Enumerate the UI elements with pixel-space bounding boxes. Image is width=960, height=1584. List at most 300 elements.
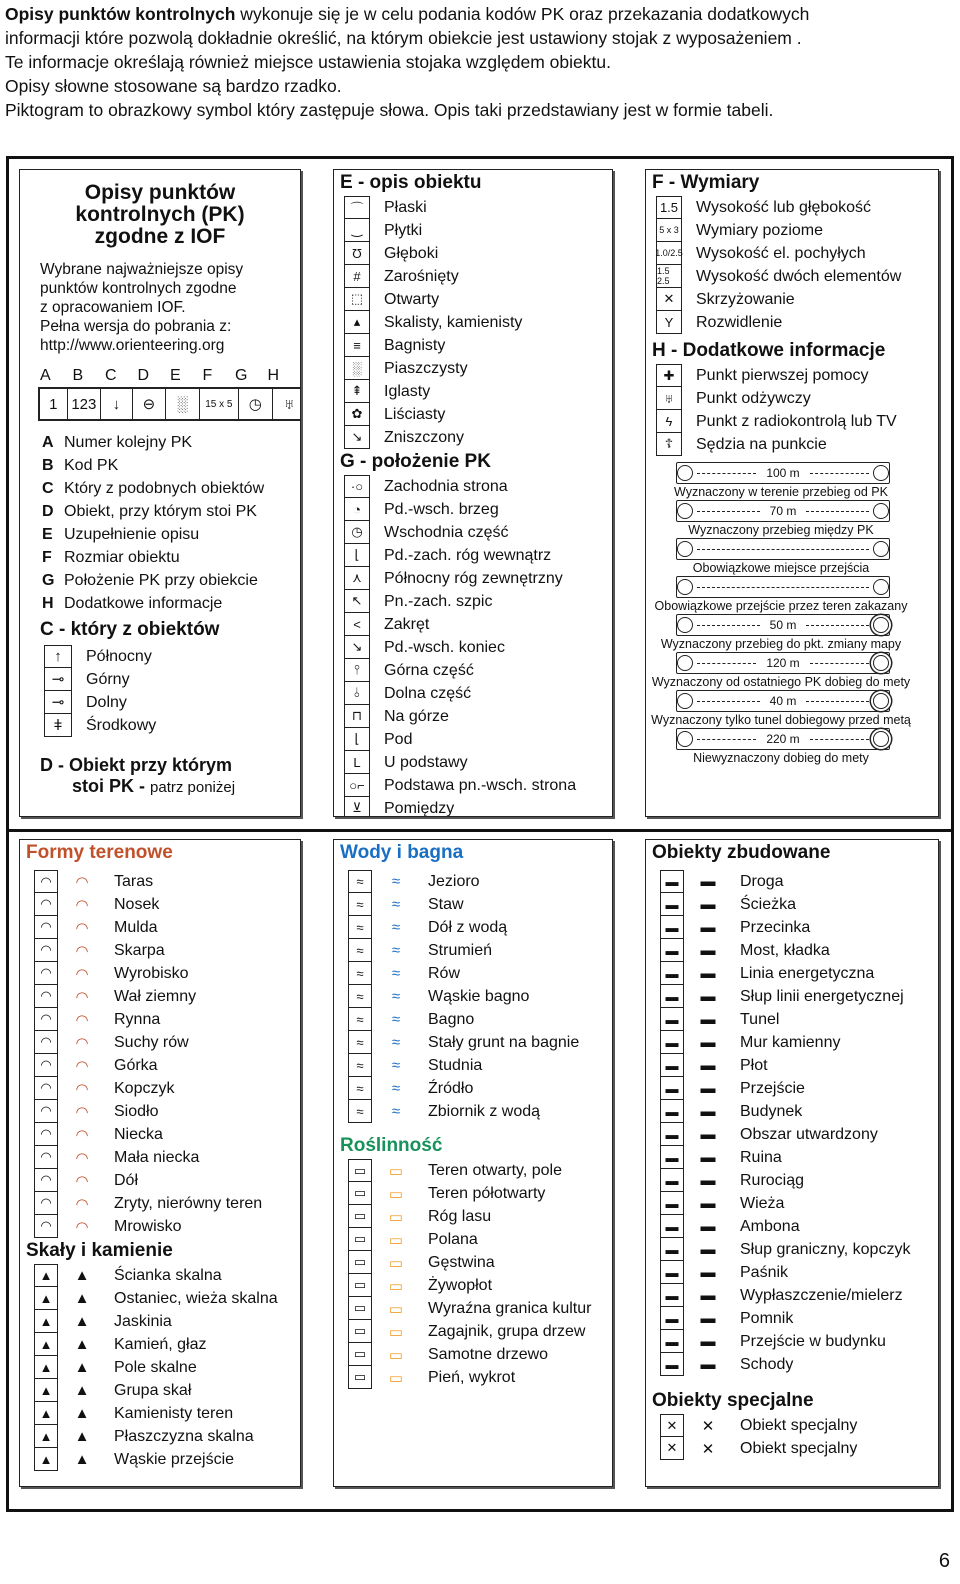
map-symbol-icon: ▲ [74, 1313, 90, 1330]
symbol-icon: ▬ [660, 939, 684, 962]
legend-row [20, 1402, 300, 1425]
f-title: F - Wymiary [652, 172, 760, 193]
symbol-icon: ▭ [348, 1274, 372, 1297]
route-item [676, 538, 890, 576]
desc-row [334, 219, 612, 242]
map-symbol-icon: ▲ [74, 1382, 90, 1399]
symbol-icon: ▲ [34, 1425, 58, 1448]
desc-row [334, 797, 612, 817]
desc-row [334, 659, 612, 682]
legend-label: Przecinka [740, 918, 811, 936]
route-item [654, 576, 908, 614]
desc-row [334, 728, 612, 751]
legend-label: Niecka [114, 1125, 163, 1143]
legend-label: Studnia [428, 1056, 483, 1074]
route-caption: Wyznaczony przebieg między PK [688, 523, 874, 537]
legend-label: Ambona [740, 1217, 800, 1235]
map-symbol-icon: ◠ [75, 1172, 89, 1190]
map-symbol-icon: ▬ [700, 965, 716, 982]
legend-row [20, 1123, 300, 1146]
column-legend [20, 431, 300, 615]
c-label: Dolny [86, 693, 127, 711]
example-cell: ◷ [239, 389, 273, 419]
legend-row [20, 893, 300, 916]
desc-row [646, 242, 938, 265]
symbol-icon: ✚ [656, 364, 682, 387]
symbol-icon: ▭ [348, 1205, 372, 1228]
panel-wody [333, 839, 613, 1487]
legend-label: Kamień, głaz [114, 1335, 207, 1353]
desc-row [334, 613, 612, 636]
legend-label: Ścianka skalna [114, 1266, 222, 1284]
symbol-icon: ▬ [660, 1192, 684, 1215]
desc-row [646, 196, 938, 219]
end-circle-icon [873, 731, 889, 747]
symbol-icon: ≈ [348, 1054, 372, 1077]
start-circle-icon [677, 465, 693, 481]
route-line [697, 701, 760, 702]
map-symbol-icon: ◠ [75, 1057, 89, 1075]
d-title-2: stoi PK - [72, 776, 151, 796]
desc-row [334, 590, 612, 613]
legend-row [20, 1215, 300, 1238]
symbol-icon: ▬ [660, 1031, 684, 1054]
desc-line: Pełna wersja do pobrania z: [40, 318, 232, 335]
symbol-icon: ▬ [660, 985, 684, 1008]
symbol-icon: ✕ [660, 1414, 684, 1437]
symbol-icon: ≈ [348, 985, 372, 1008]
map-symbol-icon: ▬ [700, 1034, 716, 1051]
legend-key: G [42, 571, 55, 589]
desc-row [334, 380, 612, 403]
symbol-icon: ⇞ [344, 380, 370, 403]
desc-label: Wymiary poziome [696, 221, 823, 239]
legend-row [334, 1159, 612, 1182]
route-line [697, 473, 756, 474]
example-cell: 1 [40, 389, 68, 419]
legend-label: Źródło [428, 1079, 474, 1097]
zbudowane-title: Obiekty zbudowane [652, 842, 831, 863]
route-caption: Wyznaczony w terenie przebieg od PK [674, 485, 888, 499]
legend-label: Ścieżka [740, 895, 797, 913]
map-symbol-icon: ▬ [700, 1057, 716, 1074]
symbol-icon: ░ [344, 357, 370, 380]
desc-row [334, 544, 612, 567]
legend-key: B [42, 456, 54, 474]
desc-row [334, 498, 612, 521]
symbol-icon: ✕ [660, 1437, 684, 1460]
end-circle-icon [873, 541, 889, 557]
intro-line4: Opisy słowne stosowane są bardzo rzadko. [5, 76, 342, 96]
map-symbol-icon: ▭ [388, 1254, 404, 1272]
legend-label: Położenie PK przy obiekcie [64, 571, 258, 589]
symbol-icon: Y [656, 311, 682, 334]
map-symbol-icon: ≈ [391, 965, 401, 982]
legend-label: Grupa skał [114, 1381, 192, 1399]
start-circle-icon [677, 731, 693, 747]
map-symbol-icon: ≈ [391, 942, 401, 959]
symbol-icon: ▬ [660, 962, 684, 985]
map-symbol-icon: ◠ [75, 919, 89, 937]
h-title: H - Dodatkowe informacje [652, 340, 886, 361]
symbol-icon: ▬ [660, 1307, 684, 1330]
intro-line2: informacji które pozwolą dokładnie określić, na którym obiekcie jest ustawiony stojak z wyposażeniem . [5, 28, 802, 48]
route-distance: 40 m [764, 694, 803, 708]
route-line [810, 473, 869, 474]
desc-label: Północny róg zewnętrzny [384, 569, 563, 587]
intro-line1: wykonuje się je w celu podania kodów PK oraz przekazania dodatkowych [235, 4, 810, 24]
legend-row [646, 1123, 938, 1146]
symbol-icon: ◠ [34, 1215, 58, 1238]
legend-key: C [42, 479, 54, 497]
map-symbol-icon: ▲ [74, 1267, 90, 1284]
desc-label: Otwarty [384, 290, 440, 308]
legend-row [646, 1146, 938, 1169]
example-cell: ░ [166, 389, 200, 419]
route-item [676, 728, 890, 766]
c-title: C - który z obiektów [40, 619, 220, 640]
legend-label: Obiekt, przy którym stoi PK [64, 502, 257, 520]
symbol-icon: 5 x 3 [656, 219, 682, 242]
e-items [334, 196, 612, 449]
legend-row [20, 1379, 300, 1402]
desc-label: Zachodnia strona [384, 477, 508, 495]
legend-label: Zbiornik z wodą [428, 1102, 541, 1120]
descriptions-sheet [6, 156, 954, 1512]
legend-row [646, 1008, 938, 1031]
legend-row [646, 1238, 938, 1261]
legend-label: Mulda [114, 918, 158, 936]
legend-row [646, 1031, 938, 1054]
symbol-icon: ⫰ [344, 682, 370, 705]
symbol-icon: ↘ [344, 426, 370, 449]
route-distance: 100 m [760, 466, 805, 480]
legend-label: Wał ziemny [114, 987, 197, 1005]
map-symbol-icon: ≈ [391, 1057, 401, 1074]
symbol-icon: ▭ [348, 1297, 372, 1320]
route-line [697, 663, 756, 664]
desc-row [646, 433, 938, 456]
map-symbol-icon: ▬ [700, 1172, 716, 1189]
panel-e-g [333, 169, 613, 817]
legend-label: Tunel [740, 1010, 780, 1028]
desc-label: Punkt z radiokontrolą lub TV [696, 412, 897, 430]
map-symbol-icon: ◠ [75, 965, 89, 983]
legend-label: Zagajnik, grupa drzew [428, 1322, 586, 1340]
symbol-icon: ◠ [34, 1054, 58, 1077]
legend-row [646, 893, 938, 916]
symbol-icon: ▬ [660, 1215, 684, 1238]
desc-label: Skrzyżowanie [696, 290, 795, 308]
desc-row [334, 242, 612, 265]
c-row [44, 691, 300, 714]
symbol-icon: ◠ [34, 1169, 58, 1192]
legend-label: Siodło [114, 1102, 159, 1120]
symbol-icon: ◔ [344, 498, 370, 521]
desc-label: Bagnisty [384, 336, 446, 354]
symbol-icon: ≈ [348, 916, 372, 939]
legend-row [20, 454, 300, 477]
legend-row [20, 1192, 300, 1215]
desc-label: Wysokość dwóch elementów [696, 267, 902, 285]
wody-items [334, 870, 612, 1123]
desc-row [334, 426, 612, 449]
map-symbol-icon: ▬ [700, 919, 716, 936]
column-letter: G [235, 367, 248, 384]
desc-row [334, 265, 612, 288]
legend-label: Uzupełnienie opisu [64, 525, 200, 543]
symbol-icon: ▲ [34, 1448, 58, 1471]
route-caption: Wyznaczony tylko tunel dobiegowy przed metą [651, 713, 911, 727]
symbol-icon: ≈ [348, 1100, 372, 1123]
legend-key: D [42, 502, 54, 520]
map-symbol-icon: ✕ [701, 1417, 715, 1435]
route-symbols [646, 462, 938, 766]
symbol-icon: ≈ [348, 870, 372, 893]
map-symbol-icon: ▬ [700, 1080, 716, 1097]
legend-row [646, 870, 938, 893]
map-symbol-icon: ≈ [391, 919, 401, 936]
intro-line5: Piktogram to obrazkowy symbol który zastępuje słowa. Opis taki przedstawiany jest w formie tabeli. [5, 100, 774, 120]
desc-row [334, 521, 612, 544]
route-symbol [676, 538, 890, 560]
legend-label: Wyraźna granica kultur [428, 1299, 592, 1317]
symbol-icon: ✿ [344, 403, 370, 426]
desc-line: punktów kontrolnych zgodne [40, 280, 237, 297]
legend-row [646, 939, 938, 962]
map-symbol-icon: ▲ [74, 1336, 90, 1353]
desc-label: Pomiędzy [384, 799, 455, 817]
intro-text [5, 2, 955, 122]
page-number: 6 [938, 1550, 950, 1572]
legend-row [20, 1333, 300, 1356]
map-symbol-icon: ◠ [75, 1080, 89, 1098]
end-circle-icon [873, 617, 889, 633]
symbol-icon: ≈ [348, 1008, 372, 1031]
desc-row [334, 751, 612, 774]
legend-row [20, 500, 300, 523]
symbol-icon: ·○ [344, 475, 370, 498]
column-letter: C [105, 367, 117, 384]
legend-label: Obiekt specjalny [740, 1416, 858, 1434]
intro-line3: Te informacje określają również miejsce ustawienia stojaka względem obiektu. [5, 52, 611, 72]
symbol-icon: ▬ [660, 1261, 684, 1284]
map-symbol-icon: ✕ [701, 1440, 715, 1458]
symbol-icon: ▲ [34, 1264, 58, 1287]
example-cell: ⊖ [133, 389, 167, 419]
map-symbol-icon: ▬ [700, 1287, 716, 1304]
desc-row [646, 265, 938, 288]
legend-label: Żywopłot [428, 1276, 493, 1294]
legend-row [20, 1287, 300, 1310]
map-symbol-icon: ▬ [700, 1356, 716, 1373]
symbol-icon: ▴ [344, 311, 370, 334]
end-circle-icon [873, 579, 889, 595]
desc-row [334, 682, 612, 705]
legend-label: Staw [428, 895, 464, 913]
legend-row [334, 1054, 612, 1077]
legend-label: Teren otwarty, pole [428, 1161, 562, 1179]
legend-row [20, 546, 300, 569]
symbol-icon: ▬ [660, 1100, 684, 1123]
legend-label: Most, kładka [740, 941, 830, 959]
legend-row [20, 523, 300, 546]
symbol-icon: ≈ [348, 962, 372, 985]
d-title-small: patrz poniżej [150, 779, 236, 796]
legend-row [646, 1192, 938, 1215]
desc-row [334, 636, 612, 659]
symbol-icon: ⬚ [344, 288, 370, 311]
legend-label: Wąskie przejście [114, 1450, 235, 1468]
route-caption: Niewyznaczony dobieg do mety [693, 751, 869, 765]
symbol-icon: ⊻ [344, 797, 370, 817]
symbol-icon: ▬ [660, 1146, 684, 1169]
legend-row [646, 1100, 938, 1123]
c-icon: ↑ [44, 645, 72, 668]
route-line [697, 549, 869, 550]
h-items [646, 364, 938, 456]
legend-key: A [42, 433, 54, 451]
desc-row [334, 196, 612, 219]
symbol-icon: ◠ [34, 1031, 58, 1054]
legend-row [334, 870, 612, 893]
desc-label: Zarośnięty [384, 267, 459, 285]
route-caption: Obowiązkowe przejście przez teren zakazany [654, 599, 908, 613]
route-item [651, 690, 911, 728]
legend-row [646, 1284, 938, 1307]
symbol-icon: ◠ [34, 1146, 58, 1169]
start-circle-icon [677, 693, 693, 709]
start-circle-icon [677, 503, 693, 519]
legend-row [20, 916, 300, 939]
route-line [810, 739, 869, 740]
legend-row [334, 939, 612, 962]
wody-title: Wody i bagna [340, 842, 464, 863]
map-symbol-icon: ≈ [391, 1103, 401, 1120]
map-symbol-icon: ▬ [700, 1103, 716, 1120]
legend-label: Mur kamienny [740, 1033, 841, 1051]
symbol-icon: ♅ [656, 387, 682, 410]
column-letters [20, 367, 300, 385]
legend-label: Mrowisko [114, 1217, 182, 1235]
symbol-icon: ⋏ [344, 567, 370, 590]
legend-label: Słup graniczny, kopczyk [740, 1240, 911, 1258]
legend-row [646, 916, 938, 939]
legend-label: Kod PK [64, 456, 119, 474]
desc-label: Zakręt [384, 615, 430, 633]
map-symbol-icon: ≈ [391, 873, 401, 890]
example-row [38, 387, 301, 421]
desc-row [334, 403, 612, 426]
legend-row [646, 1169, 938, 1192]
route-distance: 70 m [764, 504, 803, 518]
desc-row [646, 311, 938, 334]
symbol-icon: ≈ [348, 1031, 372, 1054]
legend-row [334, 1008, 612, 1031]
legend-label: Wieża [740, 1194, 785, 1212]
route-line [697, 511, 760, 512]
panel-f-h [645, 169, 939, 817]
desc-line: Wybrane najważniejsze opisy [40, 261, 244, 278]
legend-label: Obszar utwardzony [740, 1125, 878, 1143]
legend-label: Pomnik [740, 1309, 794, 1327]
f-items [646, 196, 938, 334]
legend-row [20, 1146, 300, 1169]
map-symbol-icon: ▬ [700, 942, 716, 959]
map-symbol-icon: ◠ [75, 873, 89, 891]
map-symbol-icon: ▬ [700, 1333, 716, 1350]
legend-row [646, 1353, 938, 1376]
map-symbol-icon: ≈ [391, 1080, 401, 1097]
symbol-icon: 1.5 2.5 [656, 265, 682, 288]
legend-label: Rów [428, 964, 461, 982]
symbol-icon: # [344, 265, 370, 288]
legend-row [334, 1343, 612, 1366]
route-line [806, 511, 869, 512]
map-symbol-icon: ▲ [74, 1451, 90, 1468]
map-symbol-icon: ▭ [388, 1300, 404, 1318]
desc-row [334, 567, 612, 590]
map-symbol-icon: ◠ [75, 1195, 89, 1213]
legend-label: Rozmiar obiektu [64, 548, 180, 566]
legend-label: Dół [114, 1171, 139, 1189]
symbol-icon: ▬ [660, 1008, 684, 1031]
route-line [697, 587, 869, 588]
desc-row [646, 387, 938, 410]
legend-label: Przejście w budynku [740, 1332, 886, 1350]
symbol-icon: ◠ [34, 1192, 58, 1215]
c-label: Środkowy [86, 716, 157, 734]
column-letter: H [267, 367, 280, 384]
desc-label: Wschodnia część [384, 523, 509, 541]
start-circle-icon [677, 541, 693, 557]
legend-row [20, 1031, 300, 1054]
c-label: Górny [86, 670, 130, 688]
specjalne-items [646, 1414, 938, 1460]
desc-row [646, 219, 938, 242]
route-item [660, 614, 902, 652]
legend-row [20, 1100, 300, 1123]
legend-key: H [42, 594, 54, 612]
desc-label: Wysokość lub głębokość [696, 198, 872, 216]
legend-label: Dół z wodą [428, 918, 508, 936]
symbol-icon: ▭ [348, 1343, 372, 1366]
g-items [334, 475, 612, 817]
legend-row [646, 1414, 938, 1437]
symbol-icon: 1.0/2.5 [656, 242, 682, 265]
symbol-icon: ▬ [660, 1054, 684, 1077]
legend-label: Jaskinia [114, 1312, 172, 1330]
desc-row [334, 311, 612, 334]
symbol-icon: ⌊ [344, 728, 370, 751]
example-cell: 15 x 5 [200, 389, 239, 419]
map-symbol-icon: ▬ [700, 1264, 716, 1281]
desc-row [334, 334, 612, 357]
end-circle-icon [873, 655, 889, 671]
symbol-icon: ◠ [34, 1123, 58, 1146]
map-symbol-icon: ◠ [75, 1218, 89, 1236]
panel-formy [19, 839, 301, 1487]
legend-label: Ostaniec, wieża skalna [114, 1289, 278, 1307]
route-line [697, 739, 756, 740]
route-line [806, 625, 869, 626]
route-symbol [676, 576, 890, 598]
desc-label: Iglasty [384, 382, 431, 400]
map-symbol-icon: ◠ [75, 1149, 89, 1167]
symbol-icon: ▬ [660, 1077, 684, 1100]
symbol-icon: ▬ [660, 1284, 684, 1307]
legend-label: Schody [740, 1355, 794, 1373]
